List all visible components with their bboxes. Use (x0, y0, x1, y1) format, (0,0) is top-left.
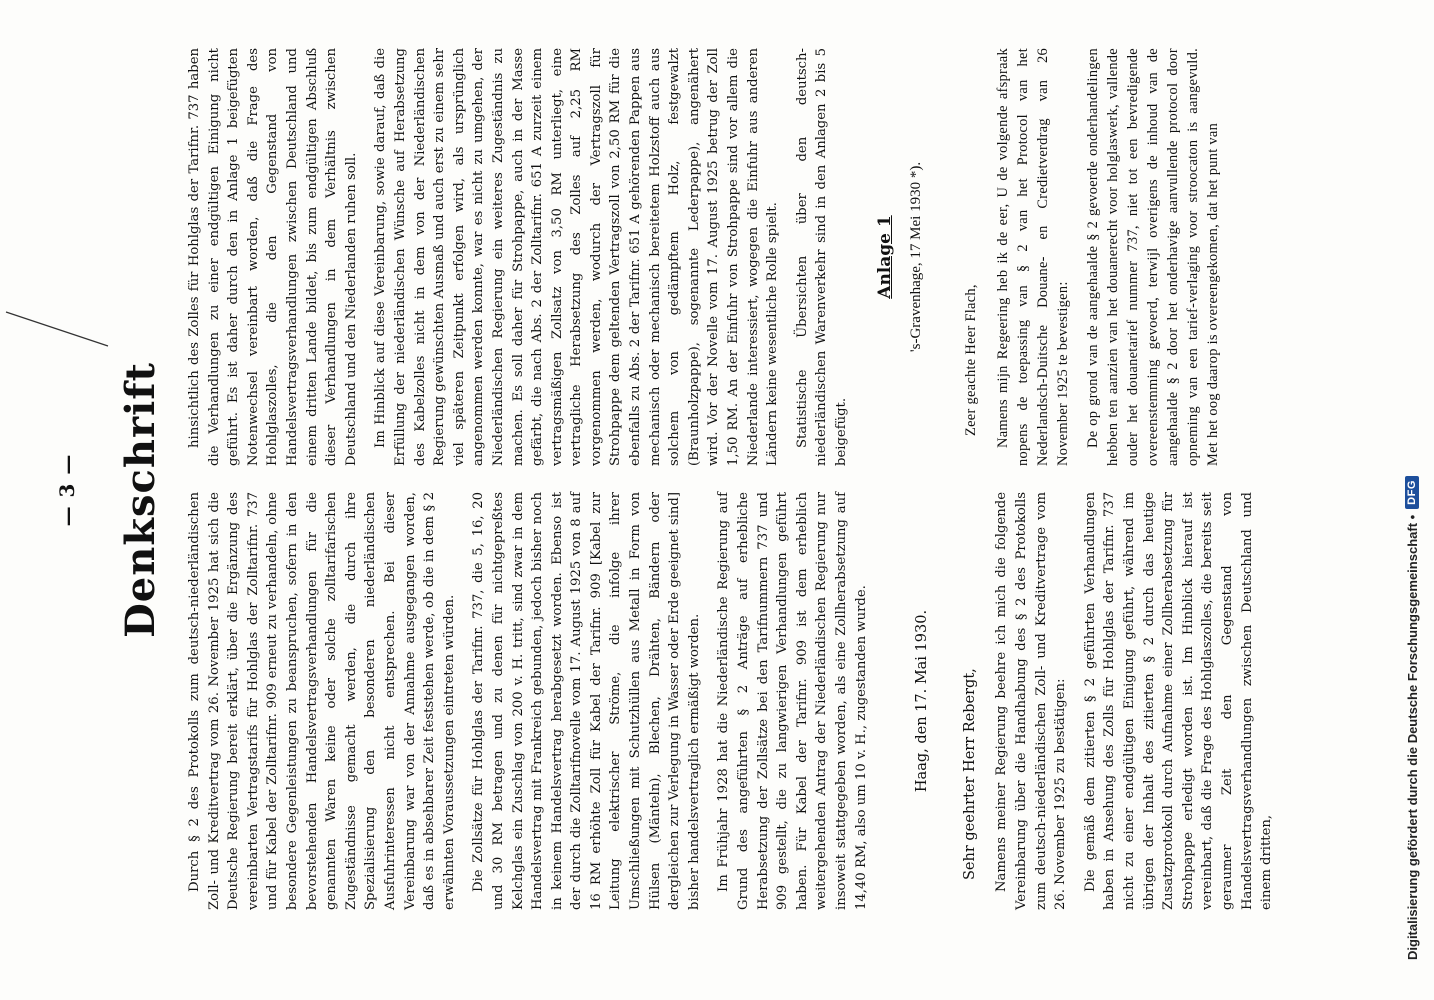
letter-paragraph: Die gemäß dem zitierten § 2 geführten Verhandlungen haben in Ansehung des Zolls für Hohlglas der Tarifnr. 737 nicht zu einer endgültigen Einigung geführt, während im übrigen der Inhalt des zitierten § 2 durch das heutige Zusatzprotokoll durch Aufnahme einer Zollherabsetzung für Strohpappe erledigt worden ist. Im Hinblick hierauf ist vereinbart, daß die Frage des Hohlglaszolles, die bereits seit geraumer Zeit den Gegenstand von Handelsvertragsverhandlungen zwischen Deutschland und einem dritten, (1082, 492, 1275, 910)
body-paragraph: Die Zollsätze für Hohlglas der Tarifnr. 737, die 5, 16, 20 und 30 RM betragen und zu denen für nichtgepreßtes Kelchglas ein Zuschlag von 200 v. H. tritt, sind zwar in dem Handelsvertrag mit Frankreich gebunden, jedoch bisher noch in keinem Handelsvertrag herabgesetzt worden. Ebenso ist der durch die Zolltarifnovelle vom 17. August 1925 von 8 auf 16 RM erhöhte Zoll für Kabel der Tarifnr. 909 [Kabel zur Leitung elektrischer Ströme, die infolge ihrer Umschließungen mit Schutzhüllen aus Metall in Form von Hülsen (Mänteln), Blechen, Drähten, Bändern oder dergleichen zur Verlegung in Wasser oder Erde geeignet sind] bisher handelsvertraglich ermäßigt worden. (471, 492, 702, 910)
digitization-credit-text: Digitalisierung gefördert durch die Deutsche Forschungsgemeinschaft • (1404, 514, 1420, 960)
annex-salutation: Zeer geachte Heer Flach, (962, 284, 979, 436)
body-paragraph: Im Hinblick auf diese Vereinbarung, sowie darauf, daß die Erfüllung der niederländischen Wünsche auf Herabsetzung des Kabelzolles nicht in dem von der Niederländischen Regierung gewünschten Ausmaß und auch erst zu einem sehr viel späteren Zeitpunkt erfolgen wird, als ursprünglich angenommen werden konnte, war es nicht zu umgehen, der Niederländischen Regierung ein weiteres Zugeständnis zu machen. Es soll daher für Strohpappe, auch in der Masse gefärbt, die nach Abs. 2 der Zolltarifnr. 651 A zurzeit einem vertragsmäßigen Zollsatz von 3,50 RM unterliegt, eine vertragliche Herabsetzung des Zolles auf 2,25 RM vorgenommen werden, wodurch der Vertragszoll für Strohpappe dem geltenden Vertragszoll von 2,50 RM für die ebenfalls zu Abs. 2 der Tarifnr. 651 A gehörenden Pappen aus mechanisch oder mechanisch bereitetem Holzstoff auch aus solchem von gedämpftem Holz, festgewalzt (Braunholzpappe), sogenannte Lederpappe), angenähert wird. Vor der Novelle vom 17. August 1925 betrug der Zoll 1,50 RM. An der Einfuhr von Strohpappe sind vor allem die Niederlande interessiert, wogegen die Einfuhr aus anderen Ländern keine wesentliche Rolle spielt. (373, 48, 781, 466)
body-paragraph: Statistische Übersichten über den deutsch-niederländischen Warenverkehr sind in den Anlagen 2 bis 5 beigefügt. (794, 48, 849, 466)
letter-salutation: Sehr geehrter Herr Rebergt, (961, 668, 978, 880)
right-column (185, 48, 1233, 466)
digitization-credit (1395, 20, 1429, 960)
letter-paragraph: Namens meiner Regierung beehre ich mich die folgende Vereinbarung über die Handhabung des § 2 des Protokolls zum deutsch-niederländischen Zoll- und Kreditvertrage vom 26. November 1925 zu bestätigen: (994, 492, 1069, 910)
dfg-logo: DFG (1405, 476, 1419, 509)
annex-date: 's-Gravenhage, 17 Mei 1930 *). (908, 161, 925, 353)
annex-paragraph: Namens mijn Regeering heb ik de eer, U de volgende afspraak nopens de toepassing van § 2 van het Protocol van het Nederlandsch-Duitsche Douane- en Credietverdrag van 26 November 1925 te bevestigen: (994, 48, 1071, 466)
body-paragraph: Durch § 2 des Protokolls zum deutsch-niederländischen Zoll- und Kreditvertrag vom 26. November 1925 hat sich die Deutsche Regierung bereit erklärt, über die Ergänzung des vereinbarten Vertragstarifs für Hohlglas der Zolltarifnr. 737 und für Kabel der Zolltarifnr. 909 erneut zu verhandeln, ohne besondere Gegenleistungen zu beanspruchen, sofern in den bevorstehenden Handelsvertragsverhandlungen für die genannten Waren keine oder solche zolltarifarischen Zugeständnisse gemacht werden, die durch ihre Spezialisierung den besonderen niederländischen Ausfuhrinteressen nicht entsprechen. Bei dieser Vereinbarung war von der Annahme ausgegangen worden, daß es in absehbarer Zeit feststehen werde, ob die in dem § 2 erwähnten Voraussetzungen eintreten würden. (187, 492, 457, 910)
page-number: — 3 — (55, 453, 79, 527)
pen-stroke-mark (0, 308, 110, 350)
body-paragraph: hinsichtlich des Zolles für Hohlglas der Tarifnr. 737 haben die Verhandlungen zu einer endgültigen Einigung nicht geführt. Es ist daher durch den in Anlage 1 beigefügten Notenwechsel vereinbart worden, daß die Frage des Hohlglaszolles, die den Gegenstand von Handelsvertragsverhandlungen zwischen Deutschland und einem dritten Lande bildet, bis zum endgültigen Abschluß dieser Verhandlungen in dem Verhältnis zwischen Deutschland und den Niederlanden ruhen soll. (187, 48, 359, 466)
left-column (185, 492, 1287, 910)
annex-paragraph: De op grond van de aangehaalde § 2 gevoerde onderhandelingen hebben ten aanzien van het douanerecht voor holglaswerk, vallende ouder het douanetarief nummer 737, niet tot een bevredigende overeenstemming gevoerd, terwijl overigens de inhoud van de aangehaalde § 2 door het onderhavige aanvullende protocol door opneming van een tarief-verlaging voor stroocaton is aangevuld. Met het oog daarop is overeengekomen, dat het punt van (1084, 48, 1221, 466)
body-paragraph: Im Frühjahr 1928 hat die Niederländische Regierung auf Grund des angeführten § 2 Anträge auf erhebliche Herabsetzung der Zollsätze bei den Tarifnummern 737 und 909 gestellt, die zu langwierigen Verhandlungen geführt haben. Für Kabel der Tarifnr. 909 ist dem erheblich weitergehenden Antrag der Niederländischen Regierung nur insoweit stattgegeben worden, als eine Zollherabsetzung auf 14,40 RM, also um 10 v. H., zugestanden wurde. (716, 492, 869, 910)
letter-date: Haag, den 17. Mai 1930. (914, 609, 931, 793)
annex-heading: Anlage 1 (874, 215, 895, 299)
document-title: Denkschrift (117, 362, 164, 638)
